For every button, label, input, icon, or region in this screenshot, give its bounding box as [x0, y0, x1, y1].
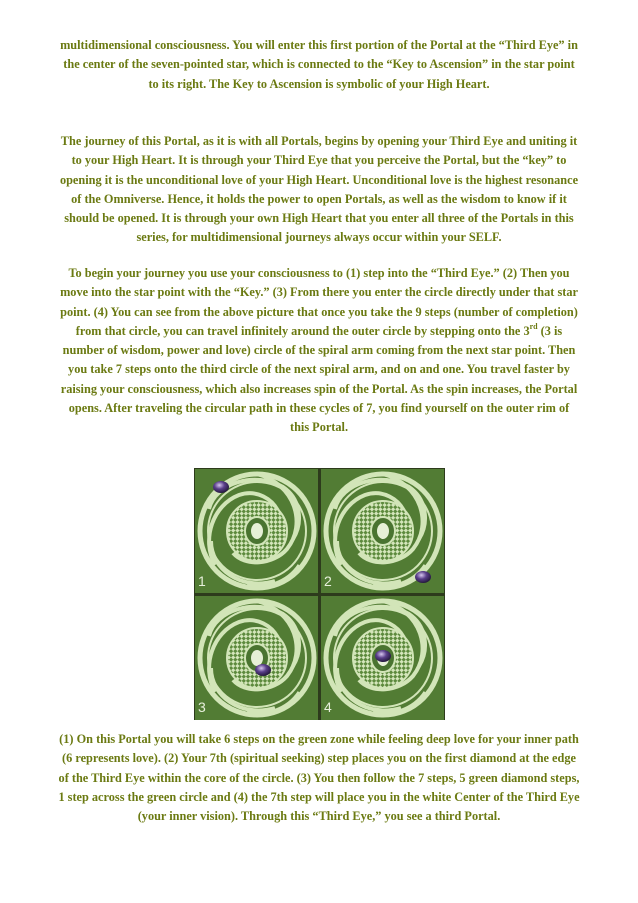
- panel-label-3: 3: [198, 699, 206, 715]
- orb-marker-3: [255, 664, 271, 676]
- paragraph-intro: multidimensional consciousness. You will enter this first portion of the Portal at the “Third Eye” in the center of the seven-pointed star, which is connected to the “Key to Ascension” in the star point to its right. The Key to Ascension is symbolic of your High Heart.: [60, 38, 578, 91]
- orb-marker-2: [415, 571, 431, 583]
- panel-1: [195, 469, 318, 593]
- paragraph-caption: (1) On this Portal you will take 6 steps on the green zone while feeling deep love for your inner path (6 represents love). (2) Your 7th (spiritual seeking) step places you on the first diamond at the edge of the Third Eye within the core of the circle. (3) You then follow the 7 steps, 5 green diamond steps, 1 step across the green circle and (4) the 7th step will place you in the white Center of the Third Eye (your inner vision). Through this “Third Eye,” you see a third Portal.: [58, 732, 580, 824]
- panel-4: [321, 596, 444, 720]
- paragraph-steps-part-1: To begin your journey you use your consciousness to (1) step into the “Third Eye.” (2) Then you move into the star point with the “Key.” (3) From there you enter the circle directly under that star point. (4) You can see from the above picture that once you take the 9 steps (number of completion) from that circle, you can travel infinitely around the outer circle by stepping onto the 3: [60, 266, 578, 338]
- paragraph-journey: The journey of this Portal, as it is with all Portals, begins by opening your Third Eye and uniting it to your High Heart. It is through your Third Eye that you perceive the Portal, but the “key” to opening it is the unconditional love of your High Heart. Unconditional love is the highest resonance of the Omniverse. Hence, it holds the power to open Portals, as well as the wisdom to know if it should be opened. It is through your own High Heart that you enter all three of the Portals in this series, for multidimensional journeys always occur within your SELF.: [59, 134, 579, 245]
- paragraph-steps: [58, 264, 580, 438]
- orb-marker-4: [375, 650, 391, 662]
- orb-marker-1: [213, 481, 229, 493]
- crop-circle-panels: [194, 468, 445, 720]
- panel-3: [195, 596, 318, 720]
- paragraph-steps-part-2: (3 is number of wisdom, power and love) circle of the spiral arm coming from the next star point. Then you take 7 steps onto the third circle of the next spiral arm, and on and one. You travel faster by raising your consciousness, which also increases spin of the Portal. As the spin increases, the Portal opens. After traveling the circular path in these cycles of 7, you find yourself on the outer rim of this Portal.: [60, 323, 578, 435]
- crop-circle-figure: [194, 468, 445, 720]
- superscript-ordinal: rd: [529, 321, 538, 331]
- panel-label-2: 2: [324, 573, 332, 589]
- panel-label-1: 1: [198, 573, 206, 589]
- panel-2: [321, 469, 444, 593]
- panel-label-4: 4: [324, 699, 332, 715]
